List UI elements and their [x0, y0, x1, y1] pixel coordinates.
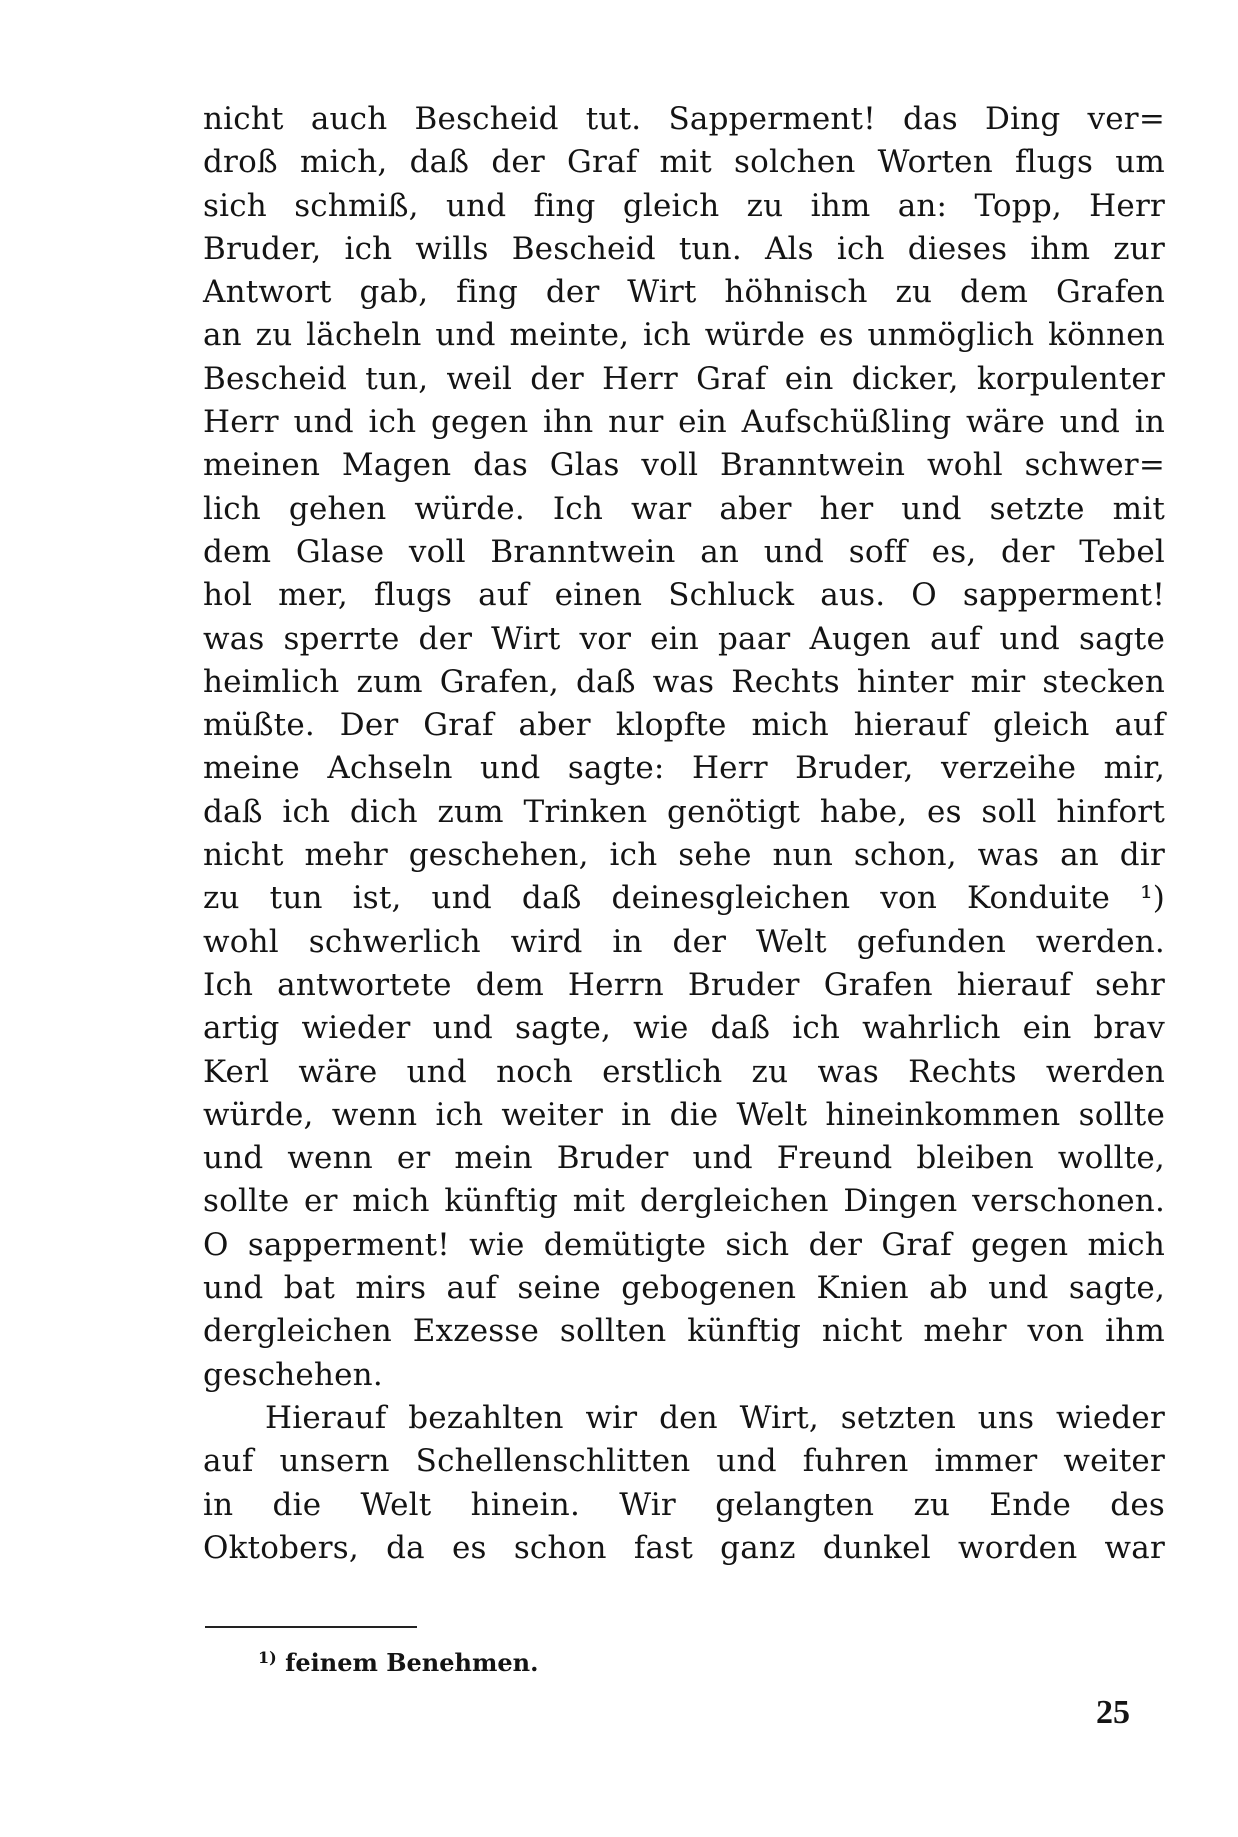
- footnote-text: feinem Benehmen.: [285, 1648, 539, 1677]
- text-line: Oktobers, da es schon fast ganz dunkel worden war: [203, 1529, 1165, 1566]
- text-line: nicht auch Bescheid tut. Sapperment! das Ding ver=: [203, 101, 1165, 137]
- body-text: [203, 98, 1165, 1570]
- text-line: was sperrte der Wirt vor ein paar Augen auf und sagte: [203, 620, 1165, 657]
- paragraph-start-line: Hierauf bezahlten wir den Wirt, setzten uns wieder: [265, 1399, 1165, 1436]
- text-line: nicht mehr geschehen, ich sehe nun schon, was an dir: [203, 837, 1165, 874]
- text-line: zu tun ist, und daß deinesgleichen von Konduite ¹): [203, 880, 1165, 917]
- footnote-marker: 1): [258, 1648, 277, 1667]
- text-line: meine Achseln und sagte: Herr Bruder, verzeihe mir,: [203, 750, 1165, 787]
- text-line: Kerl wäre und noch erstlich zu was Rechts werden: [203, 1053, 1165, 1090]
- footnote-divider: [205, 1626, 417, 1628]
- text-line: meinen Magen das Glas voll Branntwein wohl schwer=: [203, 447, 1165, 484]
- paragraph-end-line: geschehen.: [203, 1356, 383, 1393]
- text-line: dem Glase voll Branntwein an und soff es, der Tebel: [203, 533, 1165, 570]
- text-line: droß mich, daß der Graf mit solchen Worten flugs um: [203, 144, 1165, 181]
- text-line: müßte. Der Graf aber klopfte mich hierauf gleich auf: [203, 707, 1165, 744]
- text-line: an zu lächeln und meinte, ich würde es unmöglich können: [203, 317, 1165, 354]
- text-line: Herr und ich gegen ihn nur ein Aufschüßling wäre und in: [203, 404, 1165, 441]
- text-line: Bescheid tun, weil der Herr Graf ein dicker, korpulenter: [203, 360, 1165, 397]
- text-line: artig wieder und sagte, wie daß ich wahrlich ein brav: [203, 1010, 1165, 1047]
- page-number: 25: [1096, 1694, 1130, 1731]
- text-line: daß ich dich zum Trinken genötigt habe, es soll hinfort: [203, 793, 1165, 830]
- text-line: auf unsern Schellenschlitten und fuhren immer weiter: [203, 1443, 1165, 1480]
- text-line: sollte er mich künftig mit dergleichen Dingen verschonen.: [203, 1183, 1165, 1220]
- text-line: und wenn er mein Bruder und Freund bleiben wollte,: [203, 1140, 1165, 1177]
- text-line: dergleichen Exzesse sollten künftig nicht mehr von ihm: [203, 1313, 1165, 1350]
- text-line: Antwort gab, fing der Wirt höhnisch zu dem Grafen: [203, 274, 1165, 311]
- text-line: O sapperment! wie demütigte sich der Graf gegen mich: [203, 1226, 1165, 1263]
- text-line: hol mer, flugs auf einen Schluck aus. O sapperment!: [203, 577, 1165, 614]
- text-line: in die Welt hinein. Wir gelangten zu Ende des: [203, 1486, 1165, 1523]
- text-line: Ich antwortete dem Herrn Bruder Grafen hierauf sehr: [203, 966, 1165, 1003]
- text-line: und bat mirs auf seine gebogenen Knien ab und sagte,: [203, 1270, 1165, 1307]
- text-line: wohl schwerlich wird in der Welt gefunden werden.: [203, 923, 1165, 960]
- text-line: Bruder, ich wills Bescheid tun. Als ich dieses ihm zur: [203, 230, 1165, 267]
- text-line: würde, wenn ich weiter in die Welt hineinkommen sollte: [203, 1096, 1165, 1133]
- text-line: heimlich zum Grafen, daß was Rechts hinter mir stecken: [203, 663, 1165, 700]
- text-line: sich schmiß, und fing gleich zu ihm an: Topp, Herr: [203, 187, 1165, 224]
- footnote: [258, 1642, 538, 1679]
- text-line: lich gehen würde. Ich war aber her und setzte mit: [203, 490, 1165, 527]
